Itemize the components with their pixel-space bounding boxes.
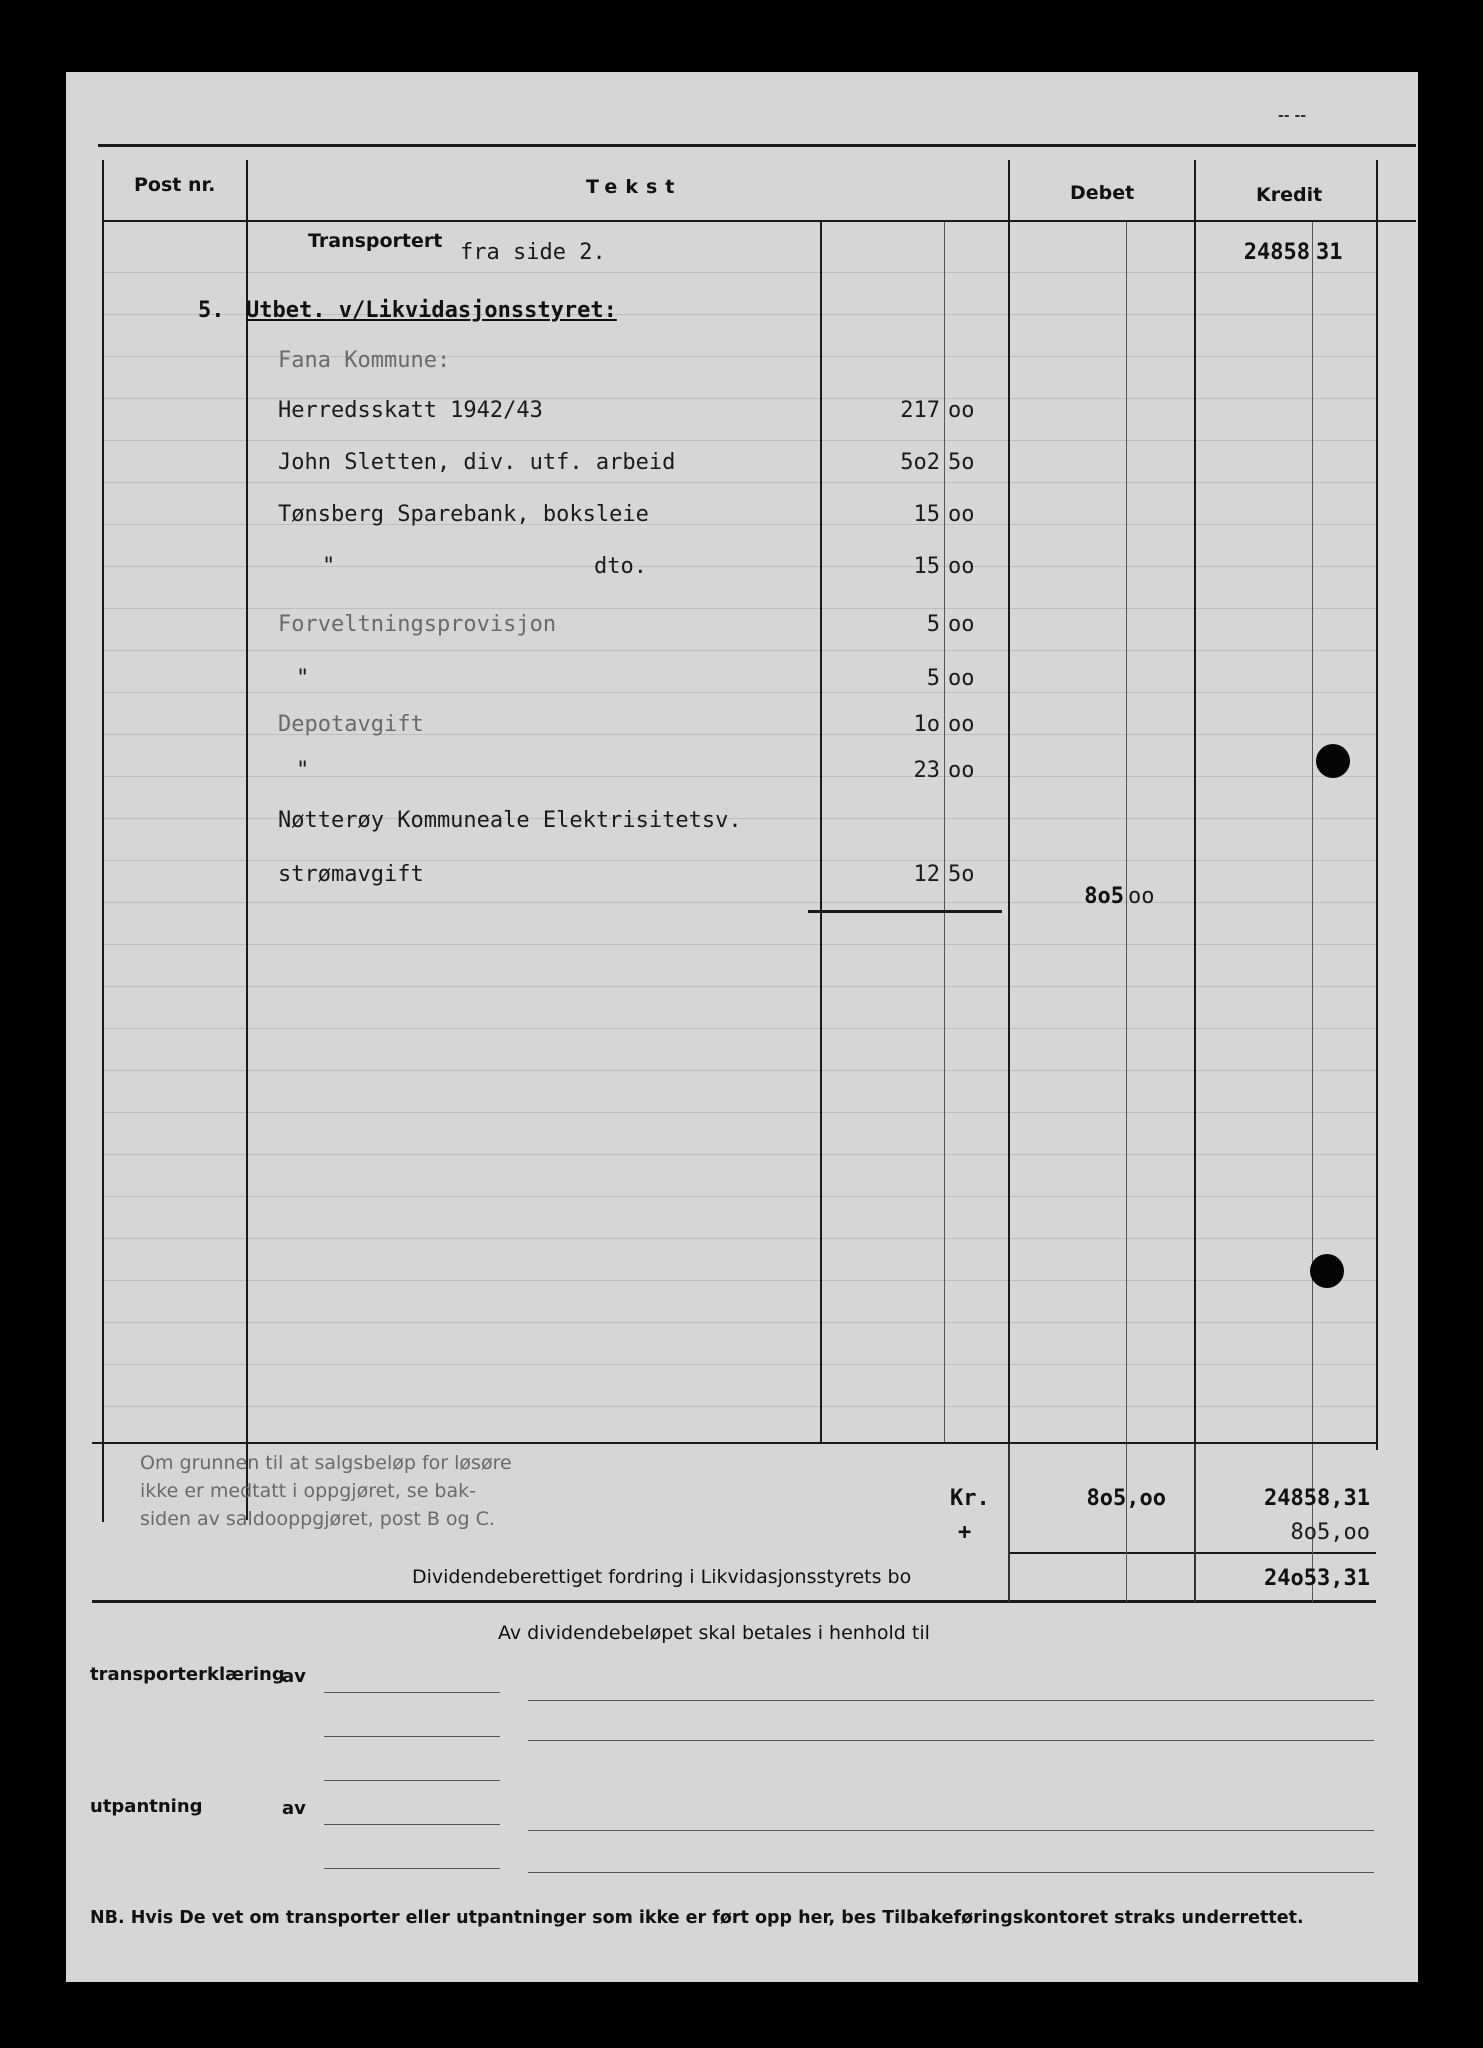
header-tekst: Tekst xyxy=(586,176,683,198)
punch-hole xyxy=(1310,1254,1344,1288)
plus-label: + xyxy=(958,1520,972,1545)
sig-line xyxy=(324,1824,500,1825)
ruled-line xyxy=(102,1196,1376,1197)
sig-line xyxy=(324,1780,500,1781)
ruled-line xyxy=(102,608,1376,609)
section-number: 5. xyxy=(198,298,225,323)
ruled-line xyxy=(102,1280,1376,1281)
nb-notice: NB. Hvis De vet om transporter eller utpantninger som ikke er ført opp her, bes Tilbakeføringskontoret straks underrettet. xyxy=(90,1908,1304,1928)
ruled-line xyxy=(102,650,1376,651)
plus-kredit: 8o5,oo xyxy=(1290,1520,1370,1545)
entry-amount-dec: oo xyxy=(948,666,975,691)
ruled-line xyxy=(102,272,1376,273)
sig-line xyxy=(528,1700,1374,1701)
subamount-dec xyxy=(944,222,945,1444)
subtotal-underline xyxy=(808,910,1002,913)
debet-dec xyxy=(1126,222,1127,1444)
footer-debet-left xyxy=(1008,1444,1010,1602)
entry-amount-dec: 5o xyxy=(948,450,975,475)
entry-amount-dec: oo xyxy=(948,612,975,637)
ruled-line xyxy=(102,1028,1376,1029)
ruled-line xyxy=(102,1322,1376,1323)
entry-amount-dec: oo xyxy=(948,554,975,579)
right-border xyxy=(1376,160,1378,1450)
debet-total-int: 8o5 xyxy=(1084,884,1124,909)
ruled-line xyxy=(102,692,1376,693)
ledger-page xyxy=(66,72,1418,1982)
dividend-label: Dividendeberettiget fordring i Likvidasjonsstyrets bo xyxy=(412,1566,912,1588)
entry-text: Fana Kommune: xyxy=(278,348,451,373)
distraint-label: utpantning xyxy=(90,1796,203,1817)
ruled-line xyxy=(102,1070,1376,1071)
entry-text: Forveltningsprovisjon xyxy=(278,612,557,637)
header-post-nr: Post nr. xyxy=(134,174,216,196)
debet-total-dec: oo xyxy=(1128,884,1155,909)
sig-line xyxy=(324,1868,500,1869)
ruled-line xyxy=(102,1406,1376,1407)
section-title: Utbet. v/Likvidasjonsstyret: xyxy=(246,298,617,323)
entry-amount-int: 15 xyxy=(913,554,940,579)
corner-mark: -- -- xyxy=(1278,108,1307,124)
ruled-line xyxy=(102,860,1376,861)
entry-amount-int: 15 xyxy=(913,502,940,527)
top-rule xyxy=(98,144,1416,147)
entry-text: " xyxy=(296,758,310,783)
header-debet: Debet xyxy=(1070,182,1135,204)
note-line1: Om grunnen til at salgsbeløp for løsøre xyxy=(140,1452,512,1474)
entry-amount-int: 5 xyxy=(926,666,940,691)
entry-text: John Sletten, div. utf. arbeid xyxy=(278,450,676,475)
transport-label: Transportert xyxy=(308,230,443,252)
footer-kredit-left xyxy=(1194,1444,1196,1602)
entry-text: " xyxy=(322,554,336,579)
transport-text: fra side 2. xyxy=(460,240,606,265)
entry-amount-int: 217 xyxy=(900,398,940,423)
note-line3: siden av saldooppgjøret, post B og C. xyxy=(140,1508,495,1530)
post-divider xyxy=(246,160,248,1520)
entry-text-ditto: dto. xyxy=(594,554,647,579)
debet-left xyxy=(1008,160,1010,1446)
kr-kredit: 24858,31 xyxy=(1264,1486,1370,1511)
transport-kredit-dec: 31 xyxy=(1316,240,1343,265)
entry-amount-int: 5o2 xyxy=(900,450,940,475)
footer-top-rule xyxy=(92,1442,1376,1444)
footer-bottom-rule xyxy=(92,1600,1376,1603)
av-2: av xyxy=(282,1798,306,1819)
ruled-line xyxy=(102,776,1376,777)
transport-kredit-int: 24858 xyxy=(1243,240,1310,265)
sig-line xyxy=(324,1692,500,1693)
entry-amount-dec: oo xyxy=(948,398,975,423)
transport-declaration-label: transporterklæring xyxy=(90,1664,285,1685)
sig-line xyxy=(528,1872,1374,1873)
entry-amount-dec: 5o xyxy=(948,862,975,887)
entry-text: strømavgift xyxy=(278,862,424,887)
entry-amount-int: 12 xyxy=(913,862,940,887)
header-rule xyxy=(102,220,1416,222)
ruled-line xyxy=(102,1238,1376,1239)
subamount-left xyxy=(820,222,822,1444)
footer-debet-dec xyxy=(1126,1444,1127,1602)
entry-amount-int: 1o xyxy=(913,712,940,737)
sig-line xyxy=(324,1736,500,1737)
ruled-line xyxy=(102,1154,1376,1155)
entry-amount-int: 23 xyxy=(913,758,940,783)
ruled-line xyxy=(102,440,1376,441)
bottom-heading: Av dividendebeløpet skal betales i henhold til xyxy=(498,1622,930,1644)
dividend-kredit: 24o53,31 xyxy=(1264,1566,1370,1591)
kr-label: Kr. xyxy=(950,1486,990,1511)
ruled-line xyxy=(102,986,1376,987)
ruled-line xyxy=(102,902,1376,903)
ruled-line xyxy=(102,482,1376,483)
ruled-line xyxy=(102,944,1376,945)
entry-text: Nøtterøy Kommuneale Elektrisitetsv. xyxy=(278,808,742,833)
entry-text: Depotavgift xyxy=(278,712,424,737)
entry-amount-int: 5 xyxy=(926,612,940,637)
entry-text: Tønsberg Sparebank, boksleie xyxy=(278,502,649,527)
sig-line xyxy=(528,1740,1374,1741)
ruled-line xyxy=(102,566,1376,567)
ruled-line xyxy=(102,1364,1376,1365)
entry-amount-dec: oo xyxy=(948,502,975,527)
note-line2: ikke er medtatt i oppgjøret, se bak- xyxy=(140,1480,476,1502)
left-border xyxy=(102,160,104,1522)
punch-hole xyxy=(1316,744,1350,778)
entry-text: Herredsskatt 1942/43 xyxy=(278,398,543,423)
header-kredit: Kredit xyxy=(1256,184,1323,206)
av-1: av xyxy=(282,1666,306,1687)
entry-text: " xyxy=(296,666,310,691)
kredit-left xyxy=(1194,160,1196,1452)
ruled-line xyxy=(102,1112,1376,1113)
entry-amount-dec: oo xyxy=(948,758,975,783)
sum-rule xyxy=(1008,1552,1376,1554)
entry-amount-dec: oo xyxy=(948,712,975,737)
kr-debet: 8o5,oo xyxy=(1086,1486,1166,1511)
sig-line xyxy=(528,1830,1374,1831)
